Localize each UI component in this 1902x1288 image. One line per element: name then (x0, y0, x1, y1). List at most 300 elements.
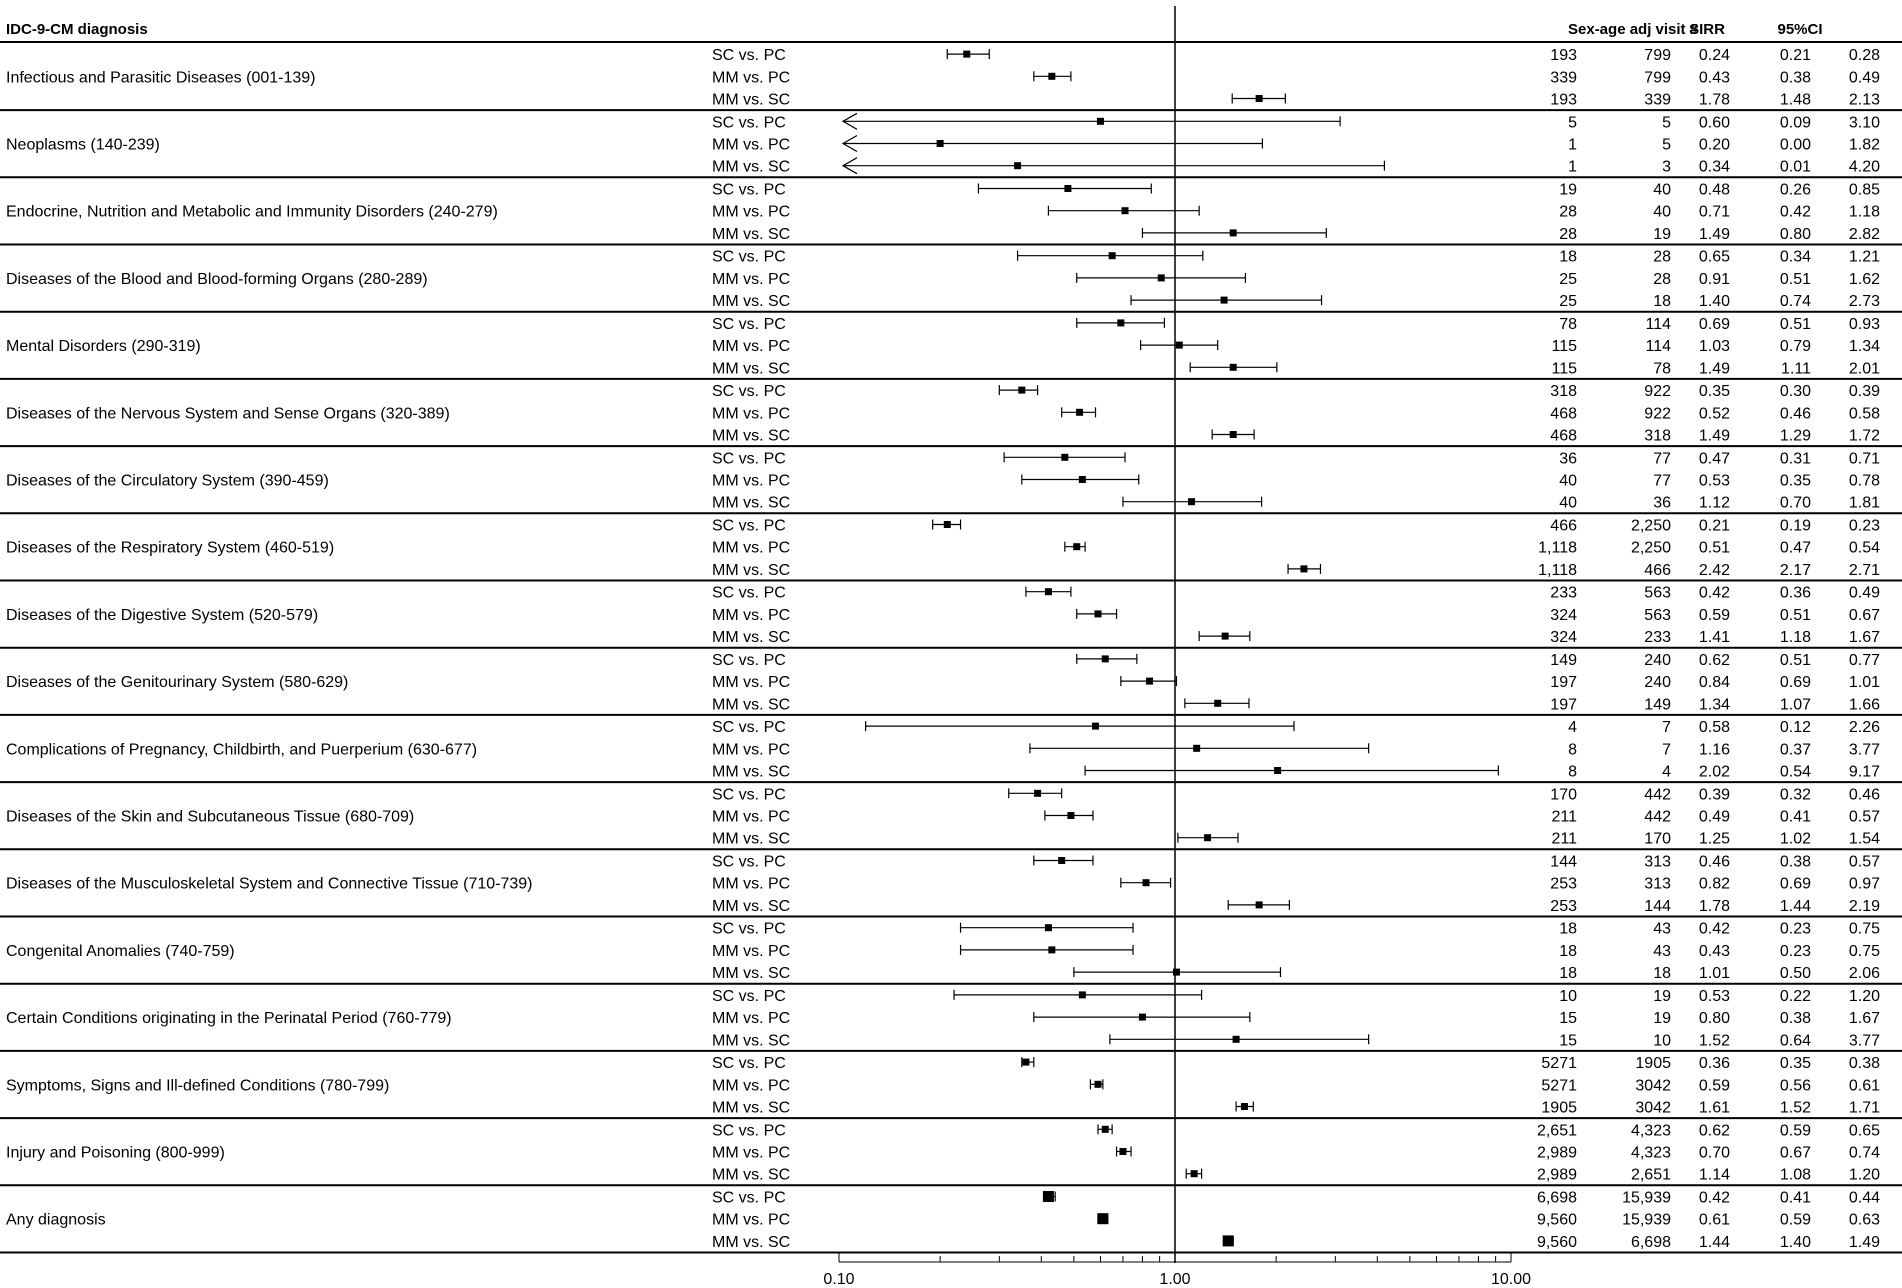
sirr-value: 1.49 (1698, 360, 1730, 378)
comparison-label: MM vs. PC (712, 1144, 791, 1162)
comparison-label: MM vs. SC (712, 897, 791, 915)
visit-count-1: 15 (1559, 1032, 1577, 1050)
x-tick-label: 0.10 (823, 1271, 855, 1288)
sirr-value: 0.21 (1698, 517, 1730, 535)
comparison-label: SC vs. PC (712, 1122, 786, 1140)
comparison-label: MM vs. PC (712, 69, 791, 87)
ci-upper-value: 1.20 (1848, 1166, 1880, 1184)
visit-count-2: 2,250 (1630, 539, 1671, 557)
sirr-value: 0.59 (1698, 1077, 1730, 1095)
comparison-label: SC vs. PC (712, 114, 786, 132)
ci-upper-value: 0.44 (1848, 1189, 1880, 1207)
sirr-value: 0.42 (1698, 920, 1730, 938)
ci-lower-value: 0.51 (1779, 270, 1811, 288)
visit-count-2: 43 (1653, 942, 1671, 960)
diagnosis-group (0, 1190, 1902, 1253)
ci-lower-value: 0.23 (1779, 920, 1811, 938)
ci-upper-value: 0.85 (1848, 181, 1880, 199)
sirr-value: 0.62 (1698, 1122, 1730, 1140)
comparison-label: SC vs. PC (712, 450, 786, 468)
visit-count-2: 149 (1644, 696, 1671, 714)
ci-lower-value: 0.21 (1779, 47, 1811, 65)
ci-upper-value: 2.13 (1848, 91, 1880, 109)
visit-count-2: 19 (1653, 1010, 1671, 1028)
visit-count-1: 6,698 (1536, 1189, 1577, 1207)
sirr-value: 0.58 (1698, 719, 1730, 737)
sirr-value: 2.42 (1698, 561, 1730, 579)
ci-lower-value: 0.01 (1779, 158, 1811, 176)
comparison-label: SC vs. PC (712, 719, 786, 737)
visit-count-2: 233 (1644, 629, 1671, 647)
point-estimate (1045, 924, 1052, 931)
visit-count-2: 77 (1653, 472, 1671, 490)
comparison-label: MM vs. PC (712, 606, 791, 624)
point-estimate (1095, 610, 1102, 617)
ci-upper-value: 0.57 (1848, 853, 1880, 871)
visit-count-2: 4,323 (1630, 1122, 1671, 1140)
sirr-value: 0.43 (1698, 69, 1730, 87)
ci-lower-value: 0.34 (1779, 248, 1811, 266)
visit-count-2: 114 (1645, 338, 1671, 356)
point-estimate (1034, 790, 1041, 797)
visit-count-2: 40 (1653, 203, 1671, 221)
ci-upper-value: 0.75 (1848, 942, 1880, 960)
ci-lower-value: 0.31 (1779, 450, 1811, 468)
point-estimate (1274, 767, 1281, 774)
visit-count-1: 25 (1559, 293, 1577, 311)
visit-count-2: 799 (1644, 69, 1671, 87)
visit-count-2: 4 (1662, 763, 1671, 781)
comparison-label: MM vs. SC (712, 830, 791, 848)
sirr-value: 0.91 (1698, 270, 1730, 288)
visit-count-2: 10 (1653, 1032, 1671, 1050)
visit-count-1: 8 (1568, 741, 1577, 759)
comparison-label: SC vs. PC (712, 517, 786, 535)
diagnosis-group (0, 249, 1902, 312)
ci-lower-value: 1.18 (1779, 629, 1811, 647)
point-estimate (1045, 588, 1052, 595)
ci-lower-value: 0.36 (1779, 584, 1811, 602)
diagnosis-label: Diseases of the Nervous System and Sense Organs (320-389) (6, 405, 450, 423)
visit-count-1: 2,989 (1536, 1144, 1577, 1162)
visit-count-1: 28 (1559, 225, 1577, 243)
comparison-label: MM vs. PC (712, 405, 791, 423)
visit-count-2: 170 (1644, 830, 1671, 848)
visit-count-1: 4 (1568, 719, 1577, 737)
visit-count-2: 313 (1644, 875, 1671, 893)
visit-count-1: 18 (1559, 965, 1577, 983)
ci-lower-value: 0.51 (1779, 315, 1811, 333)
visit-count-2: 19 (1653, 987, 1671, 1005)
ci-lower-value: 1.11 (1781, 360, 1811, 378)
ci-lower-value: 0.69 (1779, 875, 1811, 893)
sirr-value: 0.61 (1698, 1211, 1730, 1229)
point-estimate (1173, 969, 1180, 976)
visit-count-1: 18 (1559, 920, 1577, 938)
diagnosis-group (0, 383, 1902, 446)
visit-count-2: 799 (1644, 47, 1671, 65)
ci-upper-value: 1.21 (1848, 248, 1880, 266)
point-estimate (1043, 1191, 1054, 1202)
visit-count-2: 28 (1653, 248, 1671, 266)
comparison-label: SC vs. PC (712, 181, 786, 199)
visit-count-2: 922 (1644, 405, 1671, 423)
visit-count-2: 36 (1653, 494, 1671, 512)
point-estimate (1122, 207, 1129, 214)
ci-upper-value: 1.34 (1848, 338, 1880, 356)
comparison-label: SC vs. PC (712, 853, 786, 871)
ci-lower-value: 0.41 (1779, 808, 1811, 826)
visit-count-1: 115 (1551, 360, 1577, 378)
ci-upper-value: 0.49 (1848, 584, 1880, 602)
header-diagnosis: IDC-9-CM diagnosis (6, 21, 148, 38)
ci-lower-value: 0.30 (1779, 383, 1811, 401)
ci-upper-value: 0.57 (1848, 808, 1880, 826)
ci-lower-value: 0.56 (1779, 1077, 1811, 1095)
visit-count-1: 5271 (1541, 1055, 1577, 1073)
comparison-label: MM vs. PC (712, 1211, 791, 1229)
point-estimate (1222, 633, 1229, 640)
comparison-label: MM vs. PC (712, 338, 791, 356)
ci-upper-value: 2.82 (1848, 225, 1880, 243)
point-estimate (1204, 834, 1211, 841)
comparison-label: MM vs. SC (712, 1233, 791, 1251)
ci-upper-value: 3.77 (1848, 741, 1880, 759)
visit-count-2: 240 (1644, 674, 1671, 692)
visit-count-1: 324 (1550, 629, 1577, 647)
visit-count-1: 19 (1559, 181, 1577, 199)
diagnosis-label: Diseases of the Respiratory System (460-519) (6, 539, 335, 557)
point-estimate (1300, 565, 1307, 572)
diagnosis-group (0, 316, 1902, 379)
ci-upper-value: 1.67 (1848, 629, 1880, 647)
visit-count-2: 2,250 (1630, 517, 1671, 535)
ci-lower-value: 1.02 (1779, 830, 1811, 848)
point-estimate (1230, 229, 1237, 236)
diagnosis-group (0, 652, 1902, 715)
visit-count-1: 115 (1551, 338, 1577, 356)
ci-upper-value: 0.63 (1848, 1211, 1880, 1229)
ci-lower-value: 0.12 (1779, 719, 1811, 737)
visit-count-1: 233 (1550, 584, 1577, 602)
ci-lower-value: 0.80 (1779, 225, 1811, 243)
ci-upper-value: 1.54 (1848, 830, 1880, 848)
diagnosis-group (0, 47, 1902, 110)
ci-upper-value: 0.67 (1848, 606, 1880, 624)
ci-lower-value: 0.35 (1779, 472, 1811, 490)
sirr-value: 0.42 (1698, 584, 1730, 602)
visit-count-2: 78 (1653, 360, 1671, 378)
visit-count-2: 18 (1653, 965, 1671, 983)
sirr-value: 1.34 (1698, 696, 1730, 714)
visit-count-1: 468 (1550, 405, 1577, 423)
ci-upper-value: 1.72 (1848, 427, 1880, 445)
sirr-value: 1.49 (1698, 427, 1730, 445)
ci-upper-value: 0.23 (1848, 517, 1880, 535)
visit-count-1: 10 (1559, 987, 1577, 1005)
visit-count-2: 442 (1644, 808, 1671, 826)
comparison-label: MM vs. PC (712, 539, 791, 557)
sirr-value: 1.52 (1698, 1032, 1730, 1050)
visit-count-1: 36 (1559, 450, 1577, 468)
sirr-value: 0.20 (1698, 136, 1730, 154)
point-estimate (1256, 95, 1263, 102)
ci-upper-value: 4.20 (1848, 158, 1880, 176)
diagnosis-label: Complications of Pregnancy, Childbirth, and Puerperium (630-677) (6, 741, 478, 759)
header-visits: Sex-age adj visit # (1568, 21, 1699, 38)
ci-lower-value: 0.50 (1779, 965, 1811, 983)
point-estimate (1176, 342, 1183, 349)
point-estimate (1191, 1170, 1198, 1177)
ci-lower-value: 0.54 (1779, 763, 1811, 781)
header-ci: 95%CI (1777, 21, 1823, 38)
ci-lower-value: 0.69 (1779, 674, 1811, 692)
visit-count-2: 40 (1653, 181, 1671, 199)
ci-lower-value: 0.46 (1779, 405, 1811, 423)
comparison-label: MM vs. SC (712, 1099, 791, 1117)
diagnosis-label: Diseases of the Digestive System (520-579) (6, 606, 319, 624)
visit-count-2: 77 (1653, 450, 1671, 468)
diagnosis-group (0, 450, 1902, 513)
visit-count-1: 253 (1550, 875, 1577, 893)
visit-count-2: 114 (1645, 315, 1671, 333)
visit-count-2: 318 (1644, 427, 1671, 445)
ci-lower-value: 0.59 (1779, 1211, 1811, 1229)
diagnosis-group (0, 921, 1902, 984)
x-tick-label: 1.00 (1159, 1271, 1191, 1288)
ci-upper-value: 0.75 (1848, 920, 1880, 938)
diagnosis-label: Neoplasms (140-239) (6, 136, 160, 154)
sirr-value: 1.14 (1698, 1166, 1730, 1184)
ci-upper-value: 2.71 (1848, 561, 1880, 579)
ci-lower-value: 1.40 (1779, 1233, 1811, 1251)
comparison-label: MM vs. SC (712, 427, 791, 445)
point-estimate (1095, 1081, 1102, 1088)
visit-count-1: 9,560 (1536, 1211, 1577, 1229)
ci-upper-value: 0.97 (1848, 875, 1880, 893)
visit-count-1: 1905 (1541, 1099, 1577, 1117)
ci-upper-value: 0.65 (1848, 1122, 1880, 1140)
ci-upper-value: 0.49 (1848, 69, 1880, 87)
ci-upper-value: 3.10 (1848, 114, 1880, 132)
sirr-value: 0.42 (1698, 1189, 1730, 1207)
ci-upper-value: 1.82 (1848, 136, 1880, 154)
ci-lower-value: 0.38 (1779, 853, 1811, 871)
visit-count-2: 313 (1644, 853, 1671, 871)
sirr-value: 0.82 (1698, 875, 1730, 893)
ci-upper-value: 1.62 (1848, 270, 1880, 288)
diagnosis-label: Diseases of the Musculoskeletal System and Connective Tissue (710-739) (6, 875, 533, 893)
point-estimate (1230, 431, 1237, 438)
point-estimate (1139, 1014, 1146, 1021)
visit-count-1: 339 (1550, 69, 1577, 87)
sirr-value: 0.49 (1698, 808, 1730, 826)
comparison-label: SC vs. PC (712, 1055, 786, 1073)
visit-count-2: 5 (1662, 136, 1671, 154)
ci-lower-value: 0.38 (1779, 1010, 1811, 1028)
ci-upper-value: 1.18 (1848, 203, 1880, 221)
sirr-value: 1.78 (1698, 91, 1730, 109)
comparison-label: SC vs. PC (712, 1189, 786, 1207)
comparison-label: MM vs. SC (712, 763, 791, 781)
sirr-value: 0.52 (1698, 405, 1730, 423)
diagnosis-label: Endocrine, Nutrition and Metabolic and Immunity Disorders (240-279) (6, 203, 498, 221)
ci-upper-value: 2.26 (1848, 719, 1880, 737)
ci-upper-value: 0.93 (1848, 315, 1880, 333)
point-estimate (1097, 118, 1104, 125)
ci-upper-value: 0.58 (1848, 405, 1880, 423)
point-estimate (963, 51, 970, 58)
diagnosis-group (0, 1055, 1902, 1118)
visit-count-1: 8 (1568, 763, 1577, 781)
visit-count-1: 253 (1550, 897, 1577, 915)
point-estimate (1097, 1213, 1108, 1224)
visit-count-2: 19 (1653, 225, 1671, 243)
visit-count-1: 211 (1551, 808, 1577, 826)
point-estimate (1241, 1103, 1248, 1110)
comparison-label: SC vs. PC (712, 383, 786, 401)
sirr-value: 1.78 (1698, 897, 1730, 915)
point-estimate (1048, 73, 1055, 80)
ci-upper-value: 0.74 (1848, 1144, 1880, 1162)
visit-count-1: 211 (1551, 830, 1577, 848)
comparison-label: MM vs. PC (712, 472, 791, 490)
sirr-value: 0.53 (1698, 987, 1730, 1005)
comparison-label: SC vs. PC (712, 920, 786, 938)
ci-lower-value: 1.07 (1779, 696, 1811, 714)
sirr-value: 0.43 (1698, 942, 1730, 960)
visit-count-1: 193 (1550, 47, 1577, 65)
visit-count-2: 7 (1662, 741, 1671, 759)
ci-upper-value: 0.39 (1848, 383, 1880, 401)
comparison-label: MM vs. PC (712, 136, 791, 154)
visit-count-1: 1 (1568, 158, 1577, 176)
point-estimate (1221, 297, 1228, 304)
comparison-label: SC vs. PC (712, 248, 786, 266)
visit-count-1: 318 (1550, 383, 1577, 401)
point-estimate (1256, 901, 1263, 908)
ci-lower-value: 0.23 (1779, 942, 1811, 960)
sirr-value: 1.44 (1698, 1233, 1730, 1251)
visit-count-2: 15,939 (1622, 1211, 1671, 1229)
ci-lower-value: 0.59 (1779, 1122, 1811, 1140)
header-sirr: SIRR (1689, 21, 1725, 38)
ci-lower-value: 0.00 (1779, 136, 1811, 154)
comparison-label: MM vs. SC (712, 1032, 791, 1050)
visit-count-1: 40 (1559, 472, 1577, 490)
visit-count-1: 18 (1559, 942, 1577, 960)
visit-count-1: 1,118 (1538, 561, 1577, 579)
comparison-label: MM vs. PC (712, 270, 791, 288)
sirr-value: 1.16 (1698, 741, 1730, 759)
sirr-value: 2.02 (1698, 763, 1730, 781)
comparison-label: MM vs. SC (712, 696, 791, 714)
visit-count-2: 3042 (1635, 1099, 1671, 1117)
sirr-value: 0.62 (1698, 651, 1730, 669)
comparison-label: MM vs. PC (712, 203, 791, 221)
ci-lower-value: 1.48 (1779, 91, 1811, 109)
ci-lower-value: 0.38 (1779, 69, 1811, 87)
sirr-value: 0.69 (1698, 315, 1730, 333)
comparison-label: MM vs. SC (712, 494, 791, 512)
point-estimate (1067, 812, 1074, 819)
visit-count-2: 3042 (1635, 1077, 1671, 1095)
diagnosis-group (0, 113, 1902, 177)
comparison-label: SC vs. PC (712, 987, 786, 1005)
sirr-value: 1.41 (1698, 629, 1730, 647)
visit-count-2: 563 (1644, 606, 1671, 624)
ci-lower-value: 1.08 (1779, 1166, 1811, 1184)
visit-count-2: 43 (1653, 920, 1671, 938)
visit-count-1: 2,989 (1536, 1166, 1577, 1184)
ci-lower-value: 0.74 (1779, 293, 1811, 311)
visit-count-2: 442 (1644, 786, 1671, 804)
point-estimate (1230, 364, 1237, 371)
visit-count-2: 1905 (1635, 1055, 1671, 1073)
visit-count-2: 28 (1653, 270, 1671, 288)
point-estimate (1022, 1059, 1029, 1066)
ci-lower-value: 0.41 (1779, 1189, 1811, 1207)
point-estimate (1076, 409, 1083, 416)
point-estimate (1014, 162, 1021, 169)
point-estimate (1193, 745, 1200, 752)
sirr-value: 0.39 (1698, 786, 1730, 804)
diagnosis-label: Diseases of the Circulatory System (390-459) (6, 472, 329, 490)
point-estimate (1109, 252, 1116, 259)
point-estimate (937, 140, 944, 147)
visit-count-1: 5 (1568, 114, 1577, 132)
visit-count-2: 5 (1662, 114, 1671, 132)
sirr-value: 0.36 (1698, 1055, 1730, 1073)
diagnosis-label: Diseases of the Blood and Blood-forming Organs (280-289) (6, 270, 428, 288)
ci-upper-value: 3.77 (1848, 1032, 1880, 1050)
visit-count-1: 78 (1559, 315, 1577, 333)
ci-upper-value: 1.01 (1848, 674, 1880, 692)
point-estimate (1117, 319, 1124, 326)
visit-count-1: 15 (1559, 1010, 1577, 1028)
ci-lower-value: 0.79 (1779, 338, 1811, 356)
x-tick-label: 10.00 (1490, 1271, 1532, 1288)
visit-count-2: 15,939 (1622, 1189, 1671, 1207)
comparison-label: MM vs. SC (712, 965, 791, 983)
diagnosis-label: Diseases of the Skin and Subcutaneous Tissue (680-709) (6, 808, 415, 826)
diagnosis-label: Injury and Poisoning (800-999) (6, 1144, 225, 1162)
visit-count-1: 144 (1550, 853, 1577, 871)
comparison-label: MM vs. PC (712, 674, 791, 692)
visit-count-1: 2,651 (1536, 1122, 1577, 1140)
comparison-label: SC vs. PC (712, 315, 786, 333)
visit-count-1: 324 (1550, 606, 1577, 624)
visit-count-2: 922 (1644, 383, 1671, 401)
ci-lower-value: 0.67 (1779, 1144, 1811, 1162)
sirr-value: 0.53 (1698, 472, 1730, 490)
ci-lower-value: 0.32 (1779, 786, 1811, 804)
point-estimate (1092, 723, 1099, 730)
visit-count-2: 563 (1644, 584, 1671, 602)
ci-lower-value: 1.29 (1779, 427, 1811, 445)
sirr-value: 1.40 (1698, 293, 1730, 311)
sirr-value: 0.34 (1698, 158, 1730, 176)
visit-count-1: 193 (1550, 91, 1577, 109)
ci-upper-value: 1.49 (1848, 1233, 1880, 1251)
ci-upper-value: 0.28 (1848, 47, 1880, 65)
ci-upper-value: 0.54 (1848, 539, 1880, 557)
ci-upper-value: 0.78 (1848, 472, 1880, 490)
visit-count-2: 144 (1644, 897, 1671, 915)
comparison-label: MM vs. PC (712, 808, 791, 826)
ci-upper-value: 0.38 (1848, 1055, 1880, 1073)
ci-lower-value: 0.64 (1779, 1032, 1811, 1050)
